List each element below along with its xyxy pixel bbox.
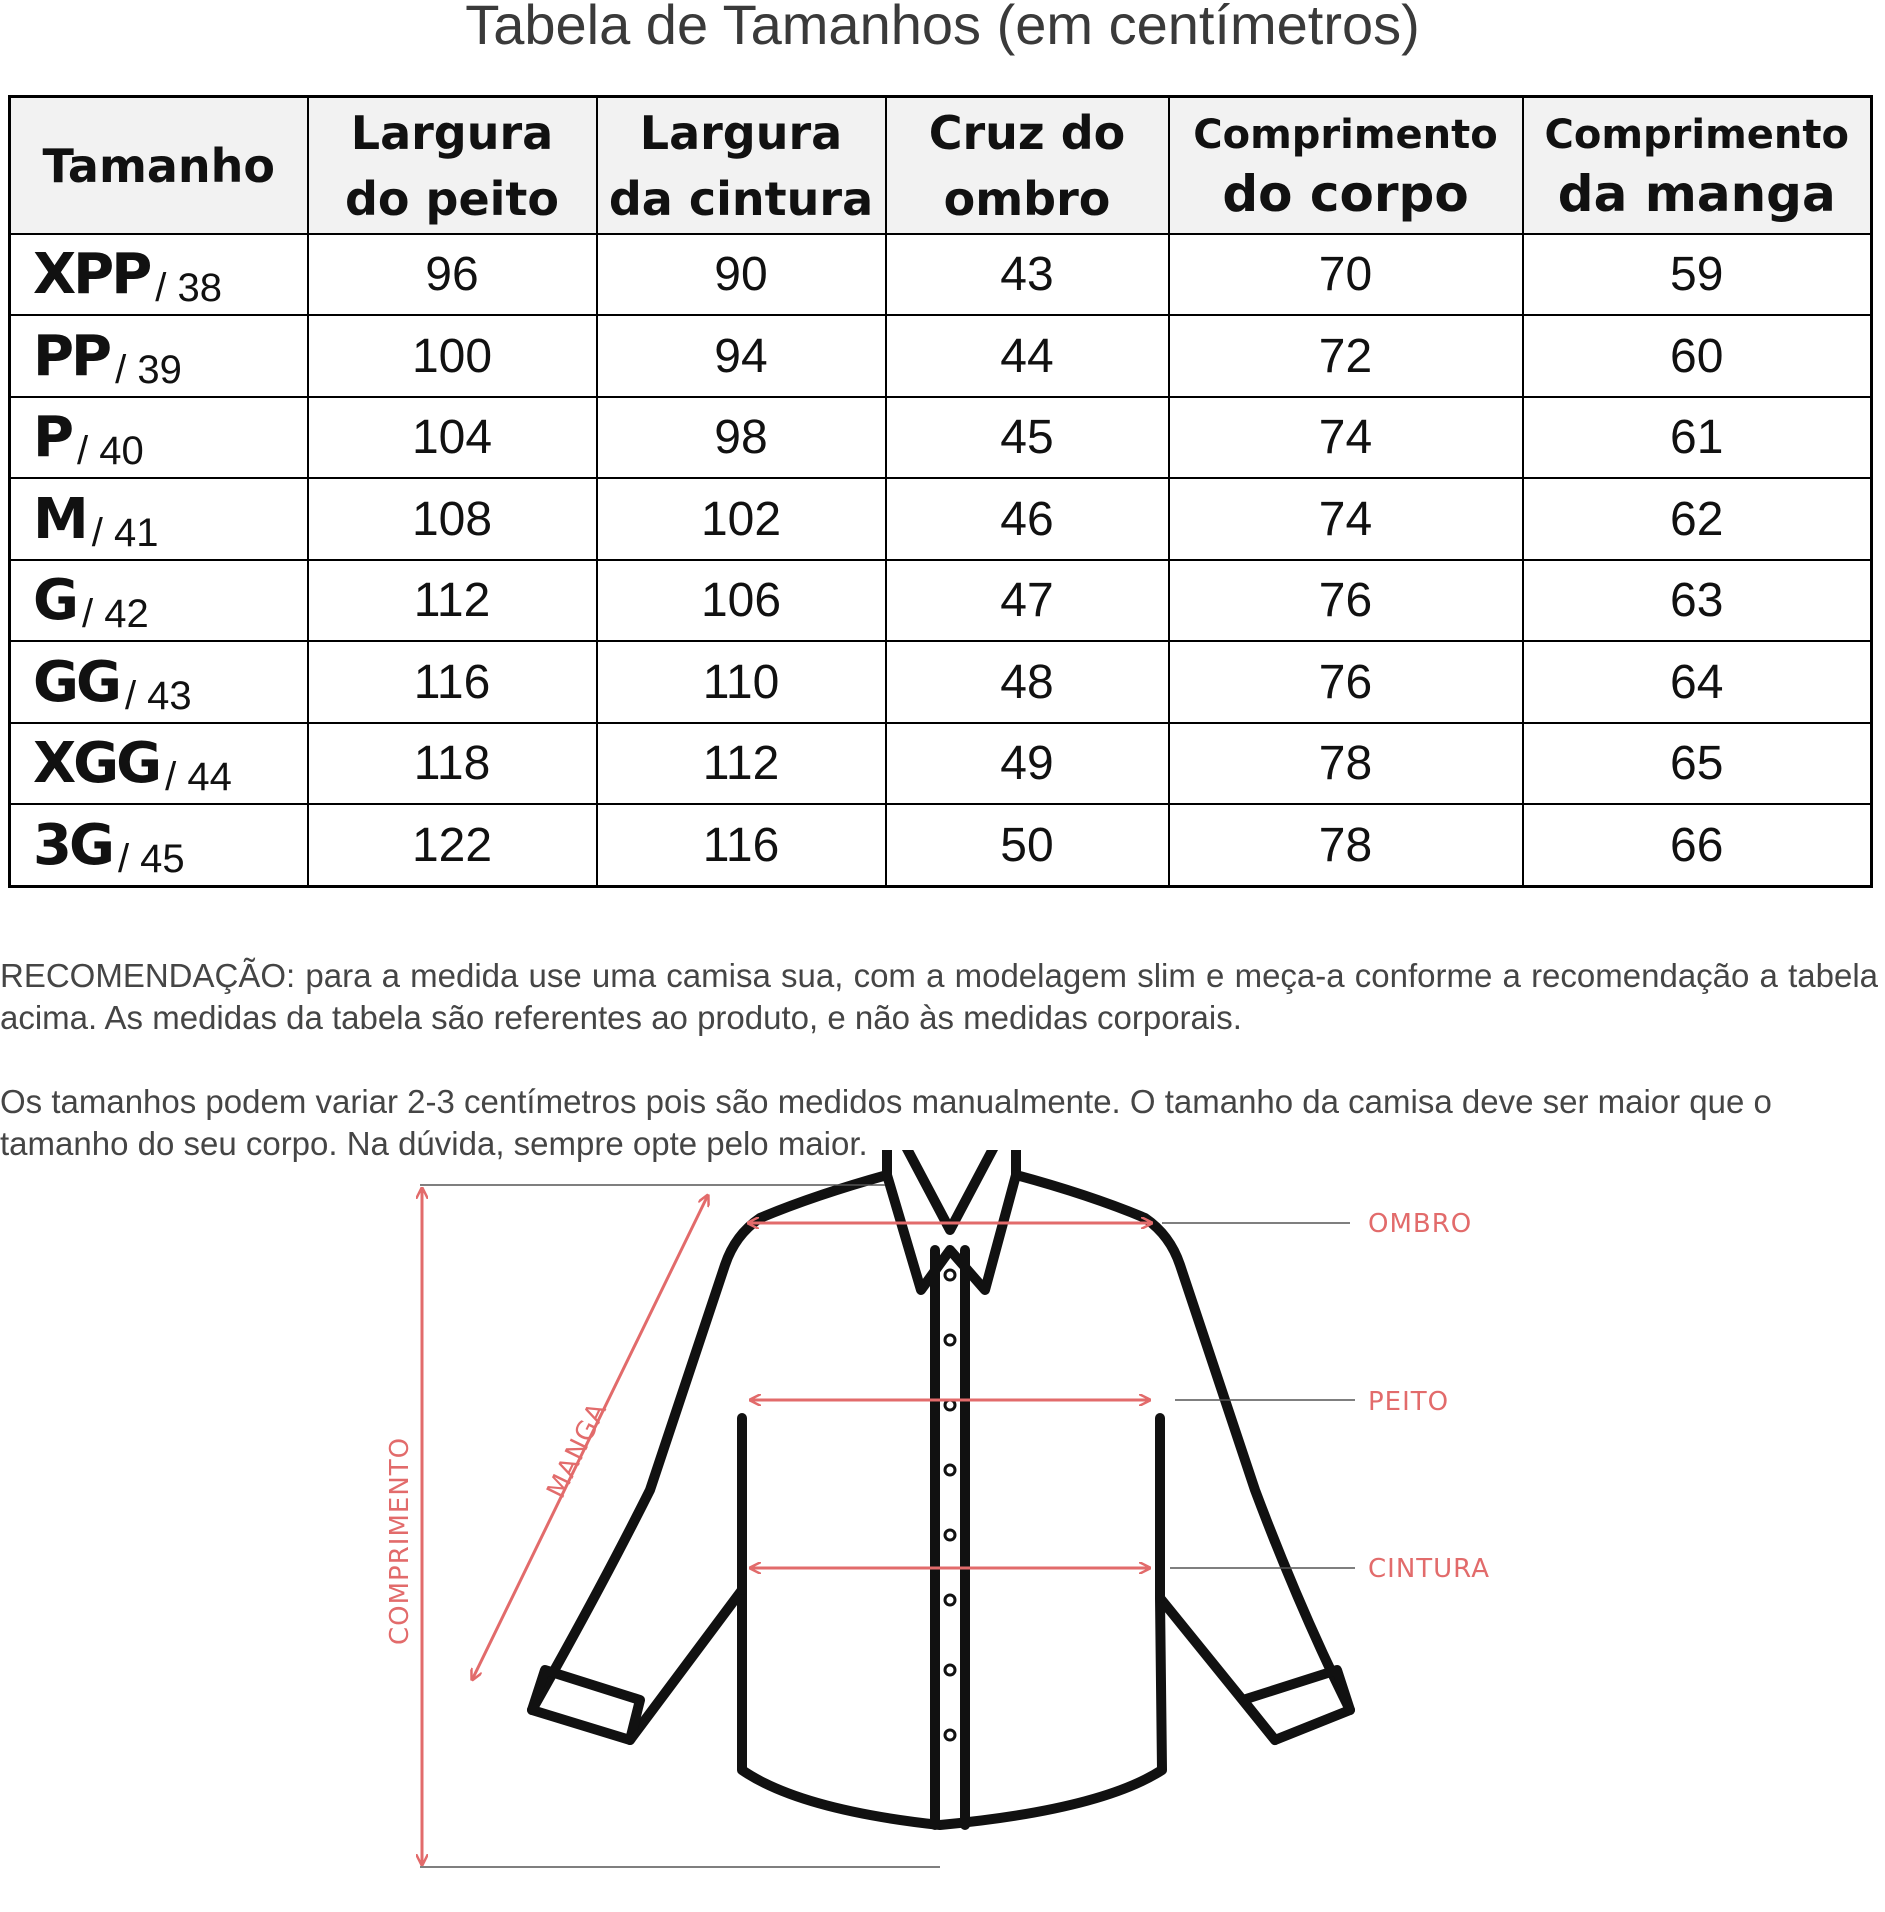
measurement-cell: 106: [597, 560, 886, 641]
measurement-cell: 112: [597, 723, 886, 804]
header-comprimento-manga: Comprimento da manga: [1523, 97, 1872, 235]
recommendation-note: RECOMENDAÇÃO: para a medida use uma camisa sua, com a modelagem slim e meça-a conforme a recomendação a tabela acima. As medidas da tabela são referentes ao produto, e não às medidas corporais.: [0, 957, 1878, 1036]
measurement-cell: 76: [1169, 641, 1523, 722]
size-number: / 42: [81, 592, 149, 637]
measurement-cell: 50: [886, 804, 1169, 886]
size-code: P: [33, 405, 72, 471]
measurement-cell: 100: [308, 315, 597, 396]
size-number: / 41: [91, 510, 159, 555]
measurement-cell: 66: [1523, 804, 1872, 886]
table-body: [10, 234, 1872, 887]
size-code: GG: [33, 649, 119, 715]
size-code: XPP: [33, 242, 150, 308]
measurement-cell: 76: [1169, 560, 1523, 641]
measurement-cell: 98: [597, 397, 886, 478]
shirt-buttons: [945, 1270, 955, 1740]
measurement-cell: 116: [308, 641, 597, 722]
variation-note: Os tamanhos podem variar 2-3 centímetros pois são medidos manualmente. O tamanho da camisa deve ser maior que o tamanho do seu corpo. Na dúvida, sempre opte pelo maior.: [0, 1083, 1772, 1162]
measurement-cell: 70: [1169, 234, 1523, 315]
label-cintura: CINTURA: [1368, 1554, 1490, 1584]
shirt-body-outline: [532, 1150, 1350, 1825]
table-header-row: [10, 97, 1872, 235]
table-row: [10, 234, 1872, 315]
header-largura-peito: Largura do peito: [308, 97, 597, 235]
size-cell: [10, 560, 308, 641]
table-row: [10, 723, 1872, 804]
size-code: PP: [33, 323, 110, 389]
measurement-cell: 65: [1523, 723, 1872, 804]
size-cell: [10, 397, 308, 478]
size-number: / 40: [77, 429, 144, 474]
size-table: [8, 95, 1873, 888]
measurement-cell: 48: [886, 641, 1169, 722]
measurement-cell: 61: [1523, 397, 1872, 478]
measurement-cell: 49: [886, 723, 1169, 804]
measurement-cell: 44: [886, 315, 1169, 396]
size-cell: [10, 234, 308, 315]
label-peito: PEITO: [1368, 1387, 1450, 1417]
measurement-cell: 47: [886, 560, 1169, 641]
shirt-measurement-diagram: [0, 1150, 1885, 1912]
table-row: [10, 315, 1872, 396]
header-largura-cintura: Largura da cintura: [597, 97, 886, 235]
measurement-cell: 60: [1523, 315, 1872, 396]
header-tamanho: Tamanho: [10, 97, 308, 235]
measurement-cell: 62: [1523, 478, 1872, 559]
page-title: Tabela de Tamanhos (em centímetros): [465, 0, 1420, 56]
label-ombro: OMBRO: [1368, 1209, 1473, 1239]
side-seams: [742, 1418, 1160, 1598]
measurement-cell: 102: [597, 478, 886, 559]
measurement-cell: 104: [308, 397, 597, 478]
size-number: / 44: [165, 755, 232, 800]
size-cell: [10, 478, 308, 559]
size-number: / 43: [124, 673, 192, 718]
measurement-cell: 108: [308, 478, 597, 559]
measurement-cell: 112: [308, 560, 597, 641]
measurement-cell: 59: [1523, 234, 1872, 315]
table-row: [10, 560, 1872, 641]
label-comprimento: COMPRIMENTO: [385, 1436, 415, 1645]
size-cell: [10, 804, 308, 886]
measurement-cell: 94: [597, 315, 886, 396]
measurement-cell: 72: [1169, 315, 1523, 396]
label-manga: MANGA: [541, 1397, 614, 1504]
size-cell: [10, 723, 308, 804]
measurement-cell: 45: [886, 397, 1169, 478]
guide-lines: [420, 1185, 1355, 1867]
measurement-cell: 46: [886, 478, 1169, 559]
table-row: [10, 804, 1872, 886]
measurement-cell: 78: [1169, 723, 1523, 804]
size-code: 3G: [33, 812, 112, 878]
measurement-cell: 74: [1169, 478, 1523, 559]
table-row: [10, 397, 1872, 478]
size-number: / 38: [155, 266, 222, 311]
measurement-cell: 122: [308, 804, 597, 886]
measurement-cell: 78: [1169, 804, 1523, 886]
measure-arrows: [422, 1188, 1152, 1865]
measurement-cell: 74: [1169, 397, 1523, 478]
measurement-cell: 63: [1523, 560, 1872, 641]
header-comprimento-corpo: Comprimento do corpo: [1169, 97, 1523, 235]
size-code: XGG: [33, 731, 160, 797]
measurement-cell: 64: [1523, 641, 1872, 722]
table-row: [10, 641, 1872, 722]
measurement-cell: 118: [308, 723, 597, 804]
table-row: [10, 478, 1872, 559]
measurement-cell: 116: [597, 804, 886, 886]
size-code: M: [33, 486, 86, 552]
measurement-cell: 96: [308, 234, 597, 315]
header-cruz-ombro: Cruz do ombro: [886, 97, 1169, 235]
measurement-cell: 90: [597, 234, 886, 315]
size-cell: [10, 315, 308, 396]
size-cell: [10, 641, 308, 722]
size-code: G: [33, 568, 76, 634]
measurement-cell: 110: [597, 641, 886, 722]
size-number: / 45: [117, 836, 185, 881]
size-number: / 39: [115, 347, 182, 392]
measurement-cell: 43: [886, 234, 1169, 315]
shirt-icon: [532, 1150, 1350, 1825]
